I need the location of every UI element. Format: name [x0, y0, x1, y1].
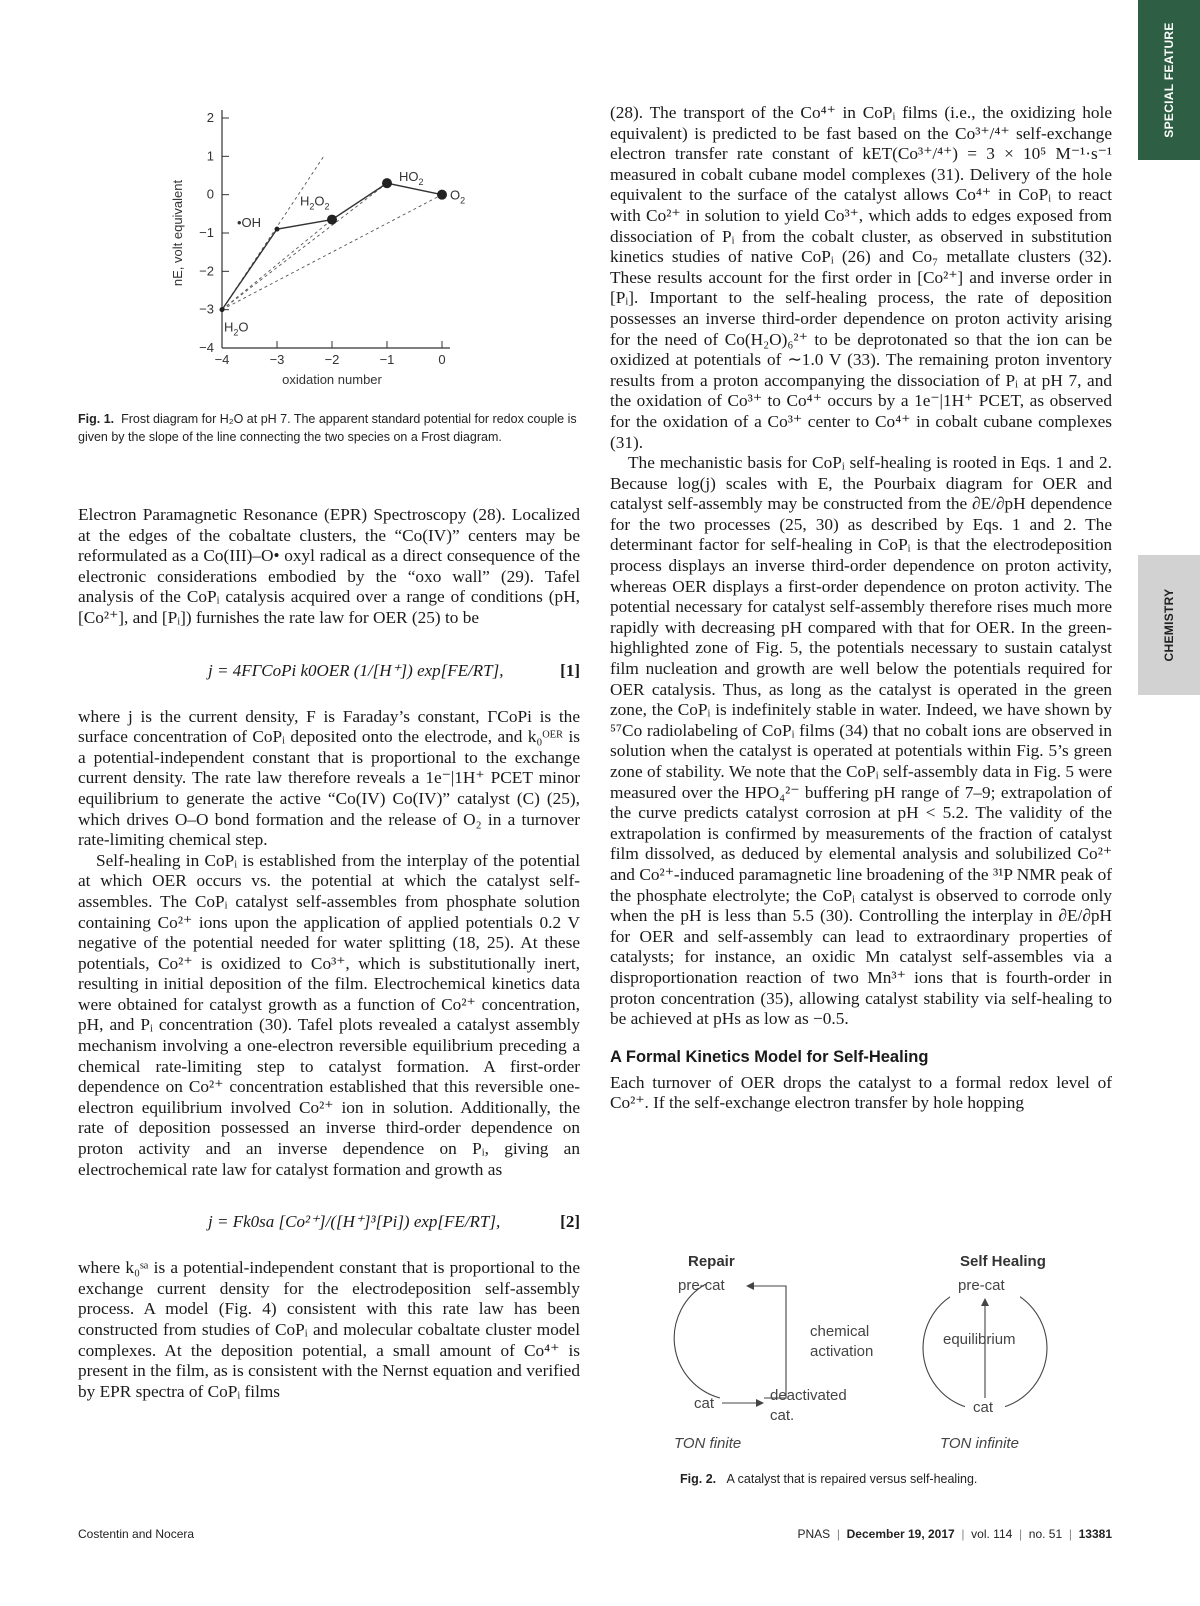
left-paragraph-1: Electron Paramagnetic Resonance (EPR) Spectroscopy (28). Localized at the edges of the cobaltate clusters, the “Co(IV)” centers may be reformulated as a Co(III)–O• oxyl radical as a direct consequence of the electronic considerations embodied by the “oxo wall” (29). Tafel analysis of the CoPᵢ catalysis acquired over a range of conditions (pH, [Co²⁺], and [Pᵢ]) furnishes the rate law for OER (25) to be [78, 505, 580, 627]
fig2-caption [680, 1470, 1100, 1488]
right-paragraph-1: (28). The transport of the Co⁴⁺ in CoPᵢ films (i.e., the oxidizing hole equivalent) is predicted to be fast based on the Co³⁺/⁴⁺ self-exchange electron transfer rate constant of kΕТ(Co³⁺/⁴⁺) = 3 × 10⁵ M⁻¹·s⁻¹ measured in cobalt cubane model complexes (31). Delivery of the hole equivalent to the surface of the catalyst allows Co⁴⁺ in CoPᵢ to react with Co²⁺ in solution to yield Co³⁺, which adds to edges exposed from dissociation of Pᵢ from the cobalt cluster, as observed in substitution kinetics studies of native CoPᵢ (26) and Co₇ metallate clusters (32). These results account for the first order in [Co²⁺] and inverse order in [Pᵢ]. Important to the self-healing process, the rate of deposition possesses an inverse third-order dependence on proton activity arising for the need of Co(H₂O)₆²⁺ to be deprotonated so that the ion can be oxidized at potentials of ∼1.0 V (33). The remaining proton inventory results from a proton accompanying the dissociation of Pᵢ at pH 7, and the oxidation of Co³⁺ to Co⁴⁺ occurs by a 1e⁻|1H⁺ PCET, as observed for the oxidation of a Co³⁺ center to Co⁴⁺ in cobalt cubane complexes (31). [610, 103, 1112, 452]
deactivated-label: deactivated [770, 1387, 847, 1404]
arrowhead-up [981, 1298, 989, 1306]
chemistry-tab [1138, 555, 1200, 695]
y-tick-label: 2 [206, 110, 214, 125]
label-o2: $O_2$ [450, 187, 466, 206]
label-h2o: $H_2O$ [224, 319, 249, 338]
ton-finite-label: TON finite [674, 1435, 742, 1452]
cat-label: cat [694, 1395, 715, 1412]
x-tick-label: −3 [269, 352, 285, 367]
footer-authors: Costentin and Nocera [78, 1527, 195, 1541]
fig2-caption-text: A catalyst that is repaired versus self-healing. [726, 1472, 978, 1486]
chemistry-label: CHEMISTRY [1162, 588, 1176, 662]
special-feature-label: SPECIAL FEATURE [1162, 22, 1176, 138]
label-ho2: $HO_2$ [399, 169, 424, 188]
footer-sep-2: | [961, 1527, 965, 1541]
self-healing-title: Self Healing [960, 1253, 1046, 1270]
frost-dashed-line [222, 220, 332, 310]
chemical-label: chemical [810, 1323, 870, 1340]
footer-sep-4: | [1068, 1527, 1072, 1541]
left-paragraph-4: where k₀ˢᵃ is a potential-independent constant that is proportional to the exchange current density for the electrodeposition self-assembly process. A model (Fig. 4) consistent with this rate law has been constructed from studies of CoPᵢ and molecular cobaltate cluster model complexes. At the deposition potential, a small amount of Co⁴⁺ is present in the film, as is consistent with the Nernst equation and verified by EPR spectra of CoPᵢ films [78, 1258, 580, 1401]
frost-point-2 [327, 215, 337, 225]
equation-2-text: j = Fk0sa [Co²⁺]/([H⁺]³[Pi]) exp[FE/RT], [208, 1212, 501, 1232]
equation-1 [78, 637, 580, 707]
repair-title: Repair [688, 1253, 735, 1270]
right-paragraph-3: Each turnover of OER drops the catalyst to a formal redox level of Co²⁺. If the self-exchange electron transfer by hole hopping [610, 1072, 1112, 1113]
footer-page: 13381 [1078, 1527, 1112, 1541]
footer-journal: PNAS [797, 1527, 831, 1541]
frost-dashed-line [222, 195, 442, 310]
equation-2-number: [2] [560, 1212, 580, 1232]
x-tick-label: −1 [379, 352, 395, 367]
repair-vs-self-healing-diagram [660, 1248, 1080, 1468]
x-tick-label: −2 [324, 352, 340, 367]
y-tick-label: −2 [199, 263, 214, 279]
frost-diagram [160, 98, 490, 398]
fig1-caption-text: Frost diagram for H₂O at pH 7. The apparent standard potential for redox couple is given by the slope of the line connecting the two species on a Frost diagram. [78, 412, 577, 444]
right-column [610, 103, 1112, 1114]
equation-2 [78, 1188, 580, 1258]
section-heading: A Formal Kinetics Model for Self-Healing [610, 1047, 929, 1066]
fig1-caption [78, 410, 580, 446]
frost-line [222, 183, 442, 310]
arrowhead-right [756, 1399, 764, 1407]
y-tick-label: 1 [206, 148, 214, 164]
footer-vol: vol. 114 [971, 1527, 1013, 1541]
y-tick-label: −3 [199, 301, 214, 317]
repair-cycle-arc [674, 1284, 720, 1398]
frost-point-3 [382, 178, 392, 188]
right-paragraph-2: The mechanistic basis for CoPᵢ self-healing is rooted in Eqs. 1 and 2. Because log(j) scales with E, the Pourbaix diagram for OER and catalyst self-assembly may be constructed from the ∂E/∂pH dependence for the two processes (25, 30) as described by Eqs. 1 and 2. The determinant factor for self-healing in CoPᵢ is that the electrodeposition process displays an inverse third-order dependence on proton activity, whereas OER displays a first-order dependence on proton activity. The potential necessary for catalyst self-assembly therefore rises much more rapidly with decreasing pH compared with that for OER. In the green-highlighted zone of Fig. 5, the potentials necessary to sustain catalyst film nucleation and growth are well below the potentials required for OER catalysis. Thus, as long as the catalyst is operated in the green zone, the CoPᵢ is indefinitely stable in water. Indeed, we have shown by ⁵⁷Co radiolabeling of CoPᵢ films (34) that no cobalt ions are observed in solution when the catalyst is operated at potentials within Fig. 5’s green zone of stability. We note that the CoPᵢ self-assembly data in Fig. 5 were measured over the HPO₄²⁻ buffering pH range of 7–9; extrapolation of the curve predicts catalyst corrosion at pH < 5.2. The validity of the extrapolation is confirmed by measurements of the fraction of catalyst film dissolved, as deduced by elemental analysis and solubilized Co²⁺ and Co²⁺-induced paramagnetic line broadening of the ³¹P NMR peak of the phosphate electrolyte; the CoPᵢ catalyst is observed to corrode only when the pH is less than 5.5 (30). Controlling the interplay in ∂E/∂pH for OER and self-assembly can lead to extraordinary properties of catalysts; for instance, an oxidic Mn catalyst self-assembles via a disproportionation reaction of two Mn³⁺ ions that is fourth-order in proton concentration (35), allowing catalyst stability via self-healing to be achieved at pHs as low as −0.5. [610, 453, 1112, 1029]
pre-cat-label-self: pre-cat [958, 1277, 1005, 1294]
footer-date: December 19, 2017 [846, 1527, 955, 1541]
label-h2o2: $H_2O_2$ [300, 193, 330, 212]
equilibrium-label: equilibrium [943, 1331, 1016, 1348]
footer-sep-1: | [836, 1527, 840, 1541]
frost-point-1 [275, 227, 280, 232]
y-tick-label: 0 [206, 186, 214, 202]
x-axis-label: oxidation number [282, 372, 382, 387]
footer-citation [797, 1527, 1112, 1541]
frost-point-4 [437, 190, 447, 200]
label-oh: •OH [237, 215, 262, 231]
left-paragraph-2: where j is the current density, F is Faraday’s constant, ΓCoPi is the surface concentration of CoPᵢ deposited onto the electrode, and k₀ᴼᴱᴿ is a potential-independent constant that is proportional to the exchange current density. The rate law therefore reveals a 1e⁻|1H⁺ PCET minor equilibrium to generate the active “Co(IV) Co(IV)” catalyst (C) (25), which drives O–O bond formation and the release of O₂ in a turnover rate-limiting chemical step. [78, 706, 580, 850]
left-column [78, 505, 580, 1402]
chemical-activation-arrow [748, 1286, 786, 1398]
y-tick-label: −1 [199, 225, 214, 240]
special-feature-tab [1138, 0, 1200, 160]
pre-cat-label: pre-cat [678, 1277, 725, 1294]
activation-label: activation [810, 1343, 874, 1360]
y-tick-label: −4 [199, 340, 214, 355]
footer-no: no. 51 [1028, 1527, 1063, 1541]
equation-1-text: j = 4FΓCoPi k0OER (1/[H⁺]) exp[FE/RT], [208, 660, 504, 680]
cat-label-self: cat [973, 1399, 994, 1416]
equation-1-number: [1] [560, 660, 580, 680]
fig2-caption-label: Fig. 2. [680, 1472, 717, 1486]
arrowhead-left [746, 1282, 754, 1290]
fig2-caption-block [680, 1470, 1100, 1488]
fig1-caption-block [78, 410, 580, 446]
deactivated-cat-label: cat. [770, 1407, 795, 1424]
left-paragraph-3: Self-healing in CoPᵢ is established from the interplay of the potential at which OER occurs vs. the potential at which the catalyst self-assembles. The CoPᵢ catalyst self-assembles from phosphate solution containing Co²⁺ ions upon the application of applied potentials 0.2 V negative of the potential needed for water splitting (18, 25). At these potentials, Co²⁺ is oxidized to Co³⁺, which is substitutionally inert, resulting in initial deposition of the film. Electrochemical kinetics data were obtained for catalyst growth as a function of Co²⁺ concentration, pH, and Pᵢ concentration (30). Tafel plots revealed a catalyst assembly mechanism involving a one-electron reversible equilibrium preceding a chemical rate-limiting step to catalyst formation. A first-order dependence on Co²⁺ concentration established that this reversible one-electron equilibrium involved Co²⁺ ion in solution. Additionally, the rate of deposition possessed an inverse third-order dependence on proton activity and an inverse dependence on Pᵢ, giving an electrochemical rate law for catalyst formation and growth as [78, 850, 580, 1179]
fig1-caption-label: Fig. 1. [78, 412, 115, 426]
y-axis-label: nE, volt equivalent [170, 179, 185, 287]
ton-infinite-label: TON infinite [940, 1435, 1019, 1452]
footer-sep-3: | [1018, 1527, 1023, 1541]
frost-point-0 [220, 307, 225, 312]
x-tick-label: −4 [214, 352, 230, 367]
x-tick-label: 0 [438, 352, 446, 367]
